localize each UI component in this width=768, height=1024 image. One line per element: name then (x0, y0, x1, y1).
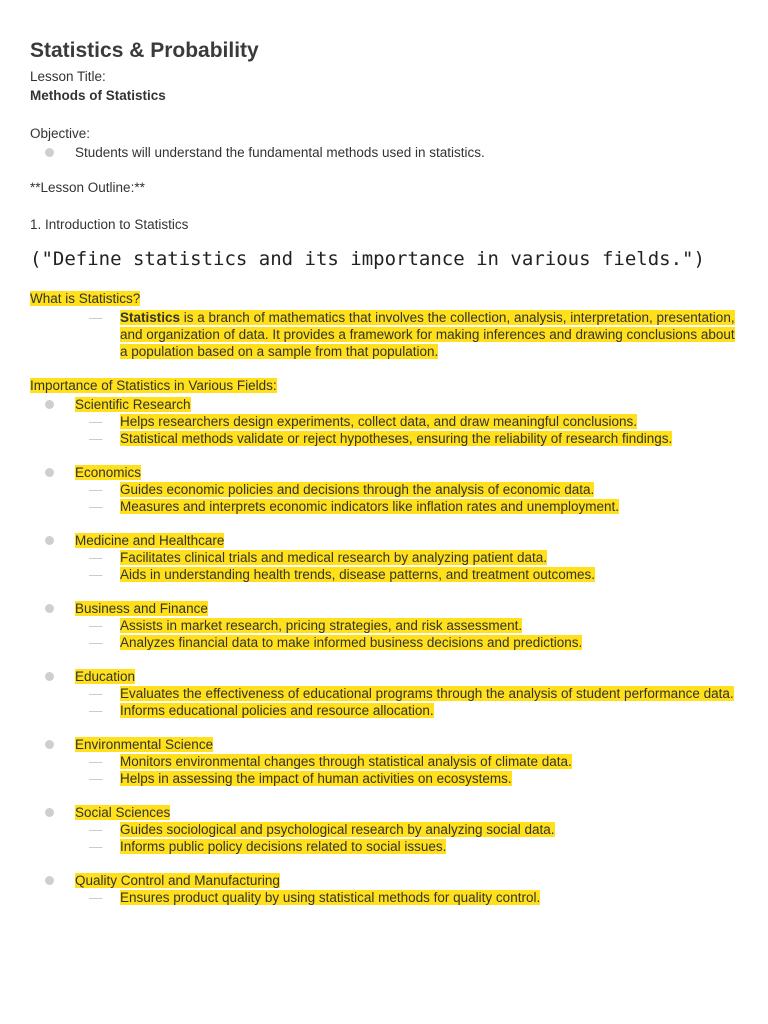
objective-text: Students will understand the fundamental methods used in statistics. (75, 145, 485, 160)
dash-icon: — (89, 754, 103, 769)
field-name: Social Sciences (75, 805, 171, 820)
dash-icon: — (89, 822, 103, 837)
lesson-label: Lesson Title: (30, 69, 106, 84)
field-item (30, 804, 740, 855)
field-point-text: Helps researchers design experiments, collect data, and draw meaningful conclusions. (120, 414, 638, 429)
field-point (75, 634, 740, 651)
bullet-icon (45, 740, 54, 749)
dash-icon: — (89, 499, 103, 514)
field-points (75, 753, 740, 787)
bullet-icon (45, 148, 54, 157)
field-point (75, 430, 740, 447)
field-point-text: Analyzes financial data to make informed business decisions and predictions. (120, 635, 583, 650)
field-point (75, 702, 740, 719)
document-page (30, 36, 740, 906)
field-point (75, 770, 740, 787)
dash-icon: — (89, 618, 103, 633)
bullet-icon (45, 604, 54, 613)
field-point (75, 413, 740, 430)
field-points (75, 685, 740, 719)
lesson-title: Methods of Statistics (30, 88, 166, 103)
dash-icon: — (89, 890, 103, 905)
field-point-text: Evaluates the effectiveness of educational programs through the analysis of student performance data. (120, 686, 734, 701)
field-item (30, 668, 740, 719)
field-point (75, 753, 740, 770)
field-point-text: Informs educational policies and resource allocation. (120, 703, 434, 718)
dash-icon: — (89, 567, 103, 582)
field-point-text: Guides sociological and psychological research by analyzing social data. (120, 822, 555, 837)
bullet-icon (45, 672, 54, 681)
field-name: Education (75, 669, 136, 684)
importance-heading-text: Importance of Statistics in Various Fields: (30, 378, 277, 393)
fields-list (30, 396, 740, 906)
field-point-text: Assists in market research, pricing strategies, and risk assessment. (120, 618, 523, 633)
field-point-text: Ensures product quality by using statistical methods for quality control. (120, 890, 541, 905)
field-point (75, 685, 740, 702)
field-point (75, 481, 740, 498)
dash-icon: — (89, 414, 103, 429)
bullet-icon (45, 808, 54, 817)
what-is-text: is a branch of mathematics that involves the collection, analysis, interpretation, presentation, and organization of data. It provides a framework for making inferences and drawing conclusions about a population based on a sample from that population. (120, 310, 735, 359)
field-point-text: Helps in assessing the impact of human activities on ecosystems. (120, 771, 512, 786)
field-point-text: Aids in understanding health trends, disease patterns, and treatment outcomes. (120, 567, 596, 582)
field-points (75, 821, 740, 855)
dash-icon: — (89, 686, 103, 701)
dash-icon: — (89, 635, 103, 650)
field-name: Scientific Research (75, 397, 191, 412)
bullet-icon (45, 536, 54, 545)
objective-item (30, 144, 740, 162)
what-is-heading-text: What is Statistics? (30, 291, 141, 306)
field-name: Business and Finance (75, 601, 208, 616)
doc-title: Statistics & Probability (30, 39, 259, 62)
field-item (30, 532, 740, 583)
objective-list (30, 144, 740, 162)
bullet-icon (45, 468, 54, 477)
what-is-heading (30, 290, 740, 308)
field-name: Environmental Science (75, 737, 214, 752)
dash-icon: — (89, 839, 103, 854)
field-item (30, 464, 740, 515)
field-point-text: Informs public policy decisions related to social issues. (120, 839, 447, 854)
field-item (30, 736, 740, 787)
objective-label: Objective: (30, 126, 91, 141)
field-point (75, 549, 740, 566)
what-is-list (30, 309, 740, 360)
dash-icon: — (89, 310, 103, 325)
field-name: Quality Control and Manufacturing (75, 873, 280, 888)
what-is-item (75, 309, 740, 360)
field-point-text: Monitors environmental changes through statistical analysis of climate data. (120, 754, 572, 769)
quote-block: ("Define statistics and its importance in various fields.") (30, 248, 705, 270)
field-points (75, 481, 740, 515)
bullet-icon (45, 400, 54, 409)
field-point-text: Guides economic policies and decisions through the analysis of economic data. (120, 482, 595, 497)
field-point (75, 498, 740, 515)
dash-icon: — (89, 550, 103, 565)
dash-icon: — (89, 431, 103, 446)
dash-icon: — (89, 703, 103, 718)
field-points (75, 889, 740, 906)
field-point (75, 889, 740, 906)
what-is-term: Statistics (120, 310, 181, 325)
outline-label: **Lesson Outline:** (30, 180, 145, 195)
field-point-text: Measures and interprets economic indicators like inflation rates and unemployment. (120, 499, 620, 514)
field-point-text: Statistical methods validate or reject hypotheses, ensuring the reliability of research findings. (120, 431, 673, 446)
field-point (75, 566, 740, 583)
importance-heading (30, 377, 740, 395)
field-item (30, 872, 740, 906)
section-heading: 1. Introduction to Statistics (30, 217, 189, 232)
bullet-icon (45, 876, 54, 885)
field-item (30, 396, 740, 447)
field-points (75, 549, 740, 583)
field-point-text: Facilitates clinical trials and medical research by analyzing patient data. (120, 550, 547, 565)
field-name: Medicine and Healthcare (75, 533, 225, 548)
field-item (30, 600, 740, 651)
field-point (75, 617, 740, 634)
field-points (75, 413, 740, 447)
field-name: Economics (75, 465, 142, 480)
field-points (75, 617, 740, 651)
dash-icon: — (89, 482, 103, 497)
dash-icon: — (89, 771, 103, 786)
field-point (75, 821, 740, 838)
field-point (75, 838, 740, 855)
